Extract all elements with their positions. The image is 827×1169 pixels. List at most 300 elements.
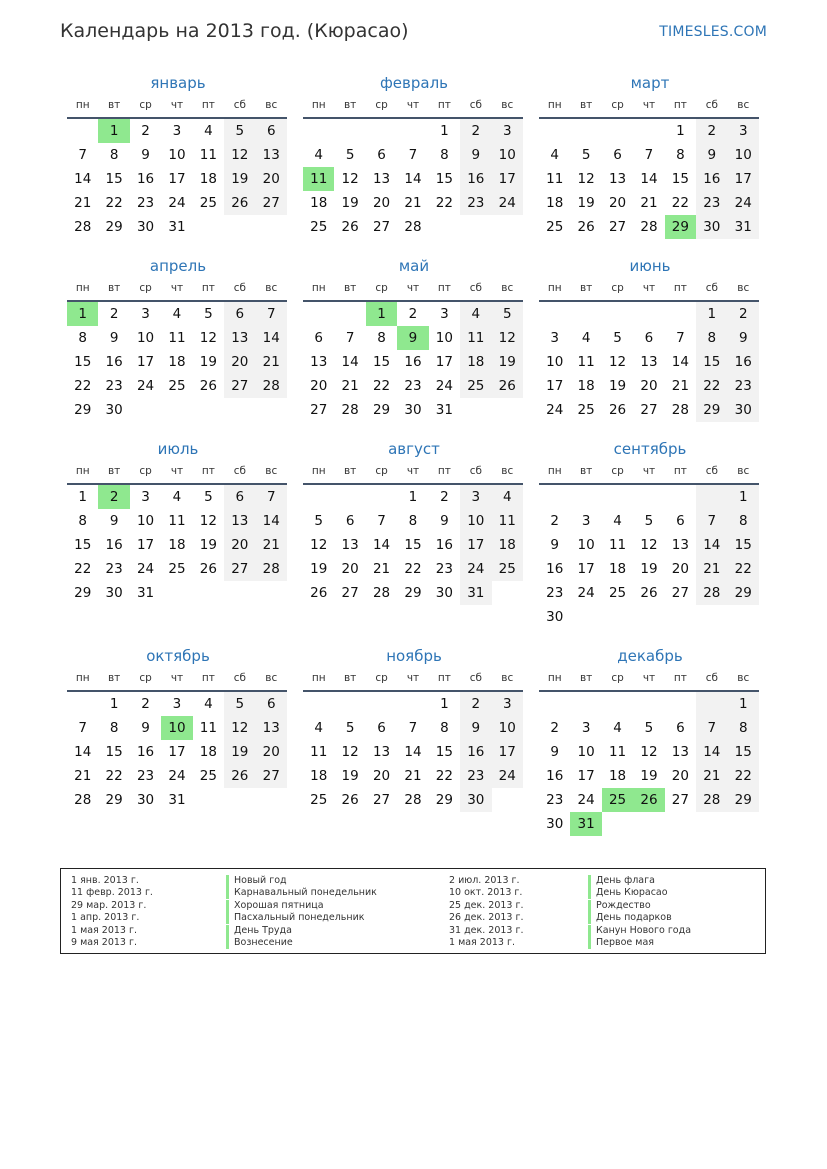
day-cell: 28 bbox=[404, 219, 422, 235]
weekday-label: чт bbox=[642, 672, 656, 684]
month-name: июль bbox=[157, 440, 199, 458]
day-cell: 12 bbox=[341, 744, 359, 760]
empty-cell bbox=[539, 485, 570, 509]
day-cell: 15 bbox=[74, 354, 92, 370]
weekday-label: пт bbox=[437, 465, 451, 477]
day-cell: 24 bbox=[577, 585, 595, 601]
day-cell: 21 bbox=[341, 378, 359, 394]
weekday-label: пн bbox=[75, 282, 90, 294]
empty-cell bbox=[397, 119, 428, 143]
day-cell: 28 bbox=[74, 792, 92, 808]
day-cell: 30 bbox=[435, 585, 453, 601]
day-cell: 31 bbox=[168, 792, 186, 808]
day-cell: 29 bbox=[404, 585, 422, 601]
day-cell: 25 bbox=[199, 768, 217, 784]
empty-cell bbox=[303, 692, 334, 716]
day-cell: 10 bbox=[161, 716, 192, 740]
day-cell: 5 bbox=[345, 720, 355, 736]
legend-marker bbox=[226, 912, 229, 924]
day-cell: 6 bbox=[676, 720, 685, 736]
weekday-label: вт bbox=[343, 465, 357, 477]
day-cell: 19 bbox=[224, 167, 255, 191]
day-cell: 13 bbox=[671, 537, 689, 553]
day-cell: 7 bbox=[377, 513, 386, 529]
day-cell: 13 bbox=[608, 171, 627, 187]
day-cell: 17 bbox=[492, 740, 523, 764]
day-cell: 16 bbox=[546, 768, 564, 784]
day-cell: 16 bbox=[136, 744, 155, 760]
day-cell: 28 bbox=[404, 792, 422, 808]
weekday-label: ср bbox=[375, 282, 388, 294]
day-cell: 6 bbox=[224, 485, 255, 509]
day-cell: 4 bbox=[613, 513, 622, 529]
empty-cell bbox=[570, 119, 601, 143]
day-cell: 28 bbox=[341, 402, 359, 418]
day-cell: 29 bbox=[105, 792, 123, 808]
day-cell: 18 bbox=[608, 561, 627, 577]
day-cell: 30 bbox=[404, 402, 422, 418]
day-cell: 17 bbox=[136, 354, 155, 370]
day-cell: 15 bbox=[728, 533, 759, 557]
day-cell: 30 bbox=[105, 402, 123, 418]
day-cell: 20 bbox=[372, 768, 391, 784]
day-cell: 14 bbox=[256, 509, 287, 533]
day-cell: 7 bbox=[256, 302, 287, 326]
day-cell: 13 bbox=[310, 354, 328, 370]
day-cell: 26 bbox=[224, 764, 255, 788]
holiday-legend bbox=[60, 868, 766, 954]
day-cell: 26 bbox=[577, 219, 595, 235]
day-cell: 27 bbox=[608, 219, 627, 235]
day-cell: 17 bbox=[577, 561, 595, 577]
day-cell: 25 bbox=[168, 378, 186, 394]
day-cell: 21 bbox=[74, 768, 92, 784]
day-cell: 5 bbox=[345, 147, 355, 163]
day-cell: 13 bbox=[224, 509, 255, 533]
day-cell: 14 bbox=[640, 171, 658, 187]
empty-cell bbox=[67, 692, 98, 716]
day-cell: 29 bbox=[105, 219, 123, 235]
legend-holiday-name: Рождество bbox=[596, 899, 651, 911]
day-cell: 4 bbox=[172, 306, 182, 322]
day-cell: 15 bbox=[105, 171, 123, 187]
empty-cell bbox=[303, 302, 334, 326]
day-cell: 16 bbox=[105, 537, 123, 553]
empty-cell bbox=[303, 119, 334, 143]
day-cell: 23 bbox=[105, 561, 123, 577]
empty-cell bbox=[633, 302, 664, 326]
day-cell: 27 bbox=[224, 557, 255, 581]
day-cell: 6 bbox=[224, 302, 255, 326]
day-cell: 12 bbox=[640, 537, 658, 553]
day-cell: 6 bbox=[676, 513, 685, 529]
day-cell: 3 bbox=[172, 123, 182, 139]
day-cell: 2 bbox=[460, 692, 491, 716]
day-cell: 27 bbox=[372, 219, 391, 235]
weekday-label: чт bbox=[170, 672, 184, 684]
weekday-label: пт bbox=[437, 282, 451, 294]
legend-date: 1 мая 2013 г. bbox=[71, 924, 137, 936]
weekday-label: вт bbox=[343, 99, 357, 111]
day-cell: 18 bbox=[460, 350, 491, 374]
day-cell: 5 bbox=[644, 720, 654, 736]
day-cell: 3 bbox=[492, 119, 523, 143]
empty-cell bbox=[539, 692, 570, 716]
day-cell: 27 bbox=[671, 792, 689, 808]
day-cell: 4 bbox=[581, 330, 591, 346]
day-cell: 6 bbox=[256, 692, 287, 716]
day-cell: 6 bbox=[644, 330, 654, 346]
weekday-header-row bbox=[67, 460, 287, 485]
day-cell: 29 bbox=[728, 788, 759, 812]
day-cell: 7 bbox=[78, 147, 87, 163]
day-cell: 11 bbox=[577, 354, 595, 370]
day-cell: 11 bbox=[199, 720, 217, 736]
day-cell: 9 bbox=[696, 143, 727, 167]
day-cell: 27 bbox=[310, 402, 328, 418]
day-cell: 3 bbox=[492, 692, 523, 716]
day-cell: 6 bbox=[613, 147, 622, 163]
empty-cell bbox=[696, 485, 727, 509]
day-cell: 13 bbox=[372, 744, 391, 760]
weekday-label: пн bbox=[311, 99, 326, 111]
days-grid bbox=[303, 692, 523, 812]
day-cell: 2 bbox=[440, 489, 449, 505]
day-cell: 21 bbox=[640, 195, 658, 211]
day-cell: 28 bbox=[640, 219, 658, 235]
day-cell: 13 bbox=[341, 537, 359, 553]
day-cell: 3 bbox=[460, 485, 491, 509]
weekday-header-row bbox=[67, 277, 287, 302]
weekday-label: вс bbox=[737, 465, 750, 477]
day-cell: 23 bbox=[136, 195, 155, 211]
days-grid bbox=[539, 692, 759, 836]
day-cell: 13 bbox=[256, 716, 287, 740]
empty-cell bbox=[366, 692, 397, 716]
legend-holiday-name: День флага bbox=[596, 875, 655, 886]
empty-cell bbox=[665, 692, 696, 716]
month-name: январь bbox=[150, 74, 206, 92]
day-cell: 9 bbox=[141, 147, 150, 163]
day-cell: 19 bbox=[224, 740, 255, 764]
month-name: ноябрь bbox=[386, 647, 442, 665]
day-cell: 31 bbox=[728, 215, 759, 239]
day-cell: 2 bbox=[460, 119, 491, 143]
day-cell: 22 bbox=[435, 195, 453, 211]
weekday-label: вс bbox=[265, 672, 278, 684]
legend-date: 29 мар. 2013 г. bbox=[71, 899, 147, 911]
day-cell: 6 bbox=[314, 330, 323, 346]
weekday-label: сб bbox=[233, 465, 246, 477]
day-cell: 4 bbox=[204, 123, 213, 139]
day-cell: 27 bbox=[224, 374, 255, 398]
day-cell: 1 bbox=[728, 692, 759, 716]
weekday-label: сб bbox=[705, 465, 718, 477]
weekday-label: вс bbox=[501, 672, 514, 684]
day-cell: 17 bbox=[728, 167, 759, 191]
day-cell: 3 bbox=[581, 720, 591, 736]
empty-cell bbox=[67, 119, 98, 143]
day-cell: 5 bbox=[224, 119, 255, 143]
day-cell: 10 bbox=[728, 143, 759, 167]
day-cell: 28 bbox=[256, 374, 287, 398]
day-cell: 23 bbox=[460, 764, 491, 788]
weekday-label: чт bbox=[642, 99, 656, 111]
day-cell: 16 bbox=[435, 537, 453, 553]
day-cell: 17 bbox=[435, 354, 453, 370]
weekday-label: пт bbox=[201, 465, 215, 477]
month-name: сентябрь bbox=[613, 440, 687, 458]
day-cell: 19 bbox=[577, 195, 595, 211]
empty-cell bbox=[665, 485, 696, 509]
day-cell: 15 bbox=[435, 744, 453, 760]
day-cell: 8 bbox=[109, 147, 119, 163]
weekday-header-row bbox=[303, 460, 523, 485]
months-grid bbox=[67, 72, 759, 852]
day-cell: 12 bbox=[310, 537, 328, 553]
day-cell: 11 bbox=[608, 537, 627, 553]
empty-cell bbox=[602, 692, 633, 716]
day-cell: 17 bbox=[577, 768, 595, 784]
weekday-label: ср bbox=[611, 282, 624, 294]
day-cell: 4 bbox=[492, 485, 523, 509]
legend-date: 10 окт. 2013 г. bbox=[449, 887, 523, 899]
weekday-label: вс bbox=[501, 99, 514, 111]
day-cell: 15 bbox=[671, 171, 689, 187]
weekday-header-row bbox=[303, 667, 523, 692]
day-cell: 2 bbox=[550, 513, 559, 529]
day-cell: 9 bbox=[109, 330, 119, 346]
weekday-label: пт bbox=[673, 99, 687, 111]
day-cell: 6 bbox=[377, 147, 386, 163]
empty-cell bbox=[539, 302, 570, 326]
day-cell: 19 bbox=[492, 350, 523, 374]
day-cell: 11 bbox=[492, 509, 523, 533]
day-cell: 3 bbox=[141, 489, 150, 505]
day-cell: 15 bbox=[372, 354, 391, 370]
weekday-label: чт bbox=[406, 99, 420, 111]
day-cell: 9 bbox=[440, 513, 449, 529]
day-cell: 2 bbox=[728, 302, 759, 326]
day-cell: 22 bbox=[74, 378, 92, 394]
day-cell: 13 bbox=[640, 354, 658, 370]
weekday-label: ср bbox=[139, 99, 152, 111]
day-cell: 23 bbox=[546, 792, 564, 808]
day-cell: 8 bbox=[676, 147, 685, 163]
weekday-label: вс bbox=[501, 282, 514, 294]
weekday-header-row bbox=[539, 667, 759, 692]
day-cell: 9 bbox=[460, 143, 491, 167]
legend-date: 26 дек. 2013 г. bbox=[449, 912, 524, 924]
empty-cell bbox=[366, 119, 397, 143]
day-cell: 25 bbox=[310, 792, 328, 808]
legend-date: 31 дек. 2013 г. bbox=[449, 924, 524, 936]
day-cell: 30 bbox=[136, 219, 155, 235]
day-cell: 20 bbox=[671, 561, 689, 577]
day-cell: 2 bbox=[408, 306, 418, 322]
day-cell: 19 bbox=[608, 378, 627, 394]
weekday-label: вт bbox=[107, 282, 121, 294]
day-cell: 23 bbox=[696, 191, 727, 215]
day-cell: 18 bbox=[577, 378, 595, 394]
legend-marker bbox=[226, 937, 229, 949]
days-grid bbox=[67, 302, 287, 422]
legend-marker bbox=[226, 900, 229, 912]
day-cell: 16 bbox=[546, 561, 564, 577]
day-cell: 4 bbox=[550, 147, 559, 163]
day-cell: 20 bbox=[671, 768, 689, 784]
day-cell: 1 bbox=[728, 485, 759, 509]
empty-cell bbox=[570, 302, 601, 326]
day-cell: 7 bbox=[696, 716, 727, 740]
day-cell: 19 bbox=[199, 354, 217, 370]
day-cell: 4 bbox=[172, 489, 182, 505]
day-cell: 9 bbox=[550, 537, 559, 553]
legend-marker bbox=[588, 875, 591, 887]
empty-cell bbox=[602, 485, 633, 509]
day-cell: 18 bbox=[168, 537, 186, 553]
day-cell: 8 bbox=[440, 720, 449, 736]
weekday-label: чт bbox=[406, 282, 420, 294]
day-cell: 14 bbox=[404, 171, 422, 187]
empty-cell bbox=[665, 302, 696, 326]
legend-marker bbox=[226, 925, 229, 937]
day-cell: 26 bbox=[492, 374, 523, 398]
day-cell: 28 bbox=[74, 219, 92, 235]
weekday-label: пт bbox=[437, 672, 451, 684]
day-cell: 24 bbox=[492, 764, 523, 788]
legend-date: 1 апр. 2013 г. bbox=[71, 912, 140, 924]
weekday-label: чт bbox=[170, 282, 184, 294]
day-cell: 14 bbox=[372, 537, 391, 553]
day-cell: 15 bbox=[728, 740, 759, 764]
weekday-label: вс bbox=[737, 672, 750, 684]
day-cell: 24 bbox=[136, 561, 155, 577]
day-cell: 24 bbox=[435, 378, 453, 394]
site-link[interactable]: TIMESLES.COM bbox=[659, 24, 767, 40]
day-cell: 10 bbox=[492, 716, 523, 740]
day-cell: 7 bbox=[345, 330, 355, 346]
weekday-label: пн bbox=[547, 672, 562, 684]
day-cell: 1 bbox=[109, 696, 119, 712]
day-cell: 20 bbox=[224, 533, 255, 557]
empty-cell bbox=[570, 692, 601, 716]
weekday-label: сб bbox=[705, 99, 718, 111]
weekday-label: сб bbox=[469, 465, 482, 477]
weekday-label: пт bbox=[437, 99, 451, 111]
month-calendar bbox=[67, 72, 287, 239]
day-cell: 17 bbox=[546, 378, 564, 394]
day-cell: 22 bbox=[671, 195, 689, 211]
legend-date: 9 мая 2013 г. bbox=[71, 937, 137, 948]
day-cell: 6 bbox=[377, 720, 386, 736]
day-cell: 14 bbox=[404, 744, 422, 760]
day-cell: 29 bbox=[74, 402, 92, 418]
day-cell: 6 bbox=[256, 119, 287, 143]
day-cell: 10 bbox=[136, 513, 155, 529]
weekday-label: чт bbox=[642, 282, 656, 294]
day-cell: 2 bbox=[109, 306, 119, 322]
day-cell: 15 bbox=[105, 744, 123, 760]
day-cell: 7 bbox=[696, 509, 727, 533]
day-cell: 26 bbox=[310, 585, 328, 601]
weekday-label: ср bbox=[375, 99, 388, 111]
day-cell: 18 bbox=[310, 195, 328, 211]
day-cell: 16 bbox=[105, 354, 123, 370]
weekday-label: пт bbox=[673, 282, 687, 294]
day-cell: 19 bbox=[199, 537, 217, 553]
legend-holiday-name: Канун Нового года bbox=[596, 924, 692, 936]
month-name: март bbox=[630, 74, 670, 92]
day-cell: 23 bbox=[460, 191, 491, 215]
day-cell: 8 bbox=[377, 330, 386, 346]
day-cell: 12 bbox=[199, 513, 217, 529]
empty-cell bbox=[633, 119, 664, 143]
month-calendar bbox=[539, 255, 759, 422]
weekday-label: сб bbox=[233, 99, 246, 111]
day-cell: 21 bbox=[74, 195, 92, 211]
weekday-label: ср bbox=[139, 465, 152, 477]
weekday-label: вт bbox=[107, 99, 121, 111]
weekday-label: сб bbox=[469, 282, 482, 294]
weekday-label: пт bbox=[201, 282, 215, 294]
day-cell: 15 bbox=[74, 537, 92, 553]
day-cell: 26 bbox=[608, 402, 627, 418]
day-cell: 20 bbox=[341, 561, 359, 577]
day-cell: 21 bbox=[696, 764, 727, 788]
day-cell: 21 bbox=[256, 533, 287, 557]
days-grid bbox=[67, 692, 287, 812]
day-cell: 20 bbox=[608, 195, 627, 211]
month-calendar bbox=[539, 72, 759, 239]
day-cell: 22 bbox=[105, 768, 123, 784]
day-cell: 19 bbox=[310, 561, 328, 577]
day-cell: 1 bbox=[408, 489, 418, 505]
weekday-label: пн bbox=[75, 465, 90, 477]
weekday-label: пт bbox=[673, 465, 687, 477]
weekday-label: вт bbox=[579, 465, 593, 477]
day-cell: 24 bbox=[168, 195, 186, 211]
day-cell: 24 bbox=[136, 378, 155, 394]
day-cell: 22 bbox=[372, 378, 391, 394]
day-cell: 26 bbox=[199, 561, 217, 577]
day-cell: 28 bbox=[372, 585, 391, 601]
day-cell: 5 bbox=[644, 513, 654, 529]
day-cell: 18 bbox=[546, 195, 564, 211]
day-cell: 4 bbox=[314, 147, 323, 163]
day-cell: 2 bbox=[550, 720, 559, 736]
day-cell: 8 bbox=[728, 716, 759, 740]
day-cell: 22 bbox=[435, 768, 453, 784]
legend-marker bbox=[588, 912, 591, 924]
weekday-label: вс bbox=[737, 282, 750, 294]
day-cell: 11 bbox=[460, 326, 491, 350]
legend-holiday-name: День Кюрасао bbox=[596, 887, 668, 899]
day-cell: 1 bbox=[696, 302, 727, 326]
legend-marker bbox=[226, 875, 229, 887]
day-cell: 26 bbox=[224, 191, 255, 215]
day-cell: 8 bbox=[696, 326, 727, 350]
day-cell: 23 bbox=[728, 374, 759, 398]
day-cell: 3 bbox=[550, 330, 559, 346]
day-cell: 7 bbox=[644, 147, 654, 163]
day-cell: 8 bbox=[78, 513, 87, 529]
day-cell: 22 bbox=[404, 561, 422, 577]
day-cell: 18 bbox=[168, 354, 186, 370]
day-cell: 10 bbox=[435, 330, 453, 346]
day-cell: 24 bbox=[728, 191, 759, 215]
day-cell: 16 bbox=[136, 171, 155, 187]
